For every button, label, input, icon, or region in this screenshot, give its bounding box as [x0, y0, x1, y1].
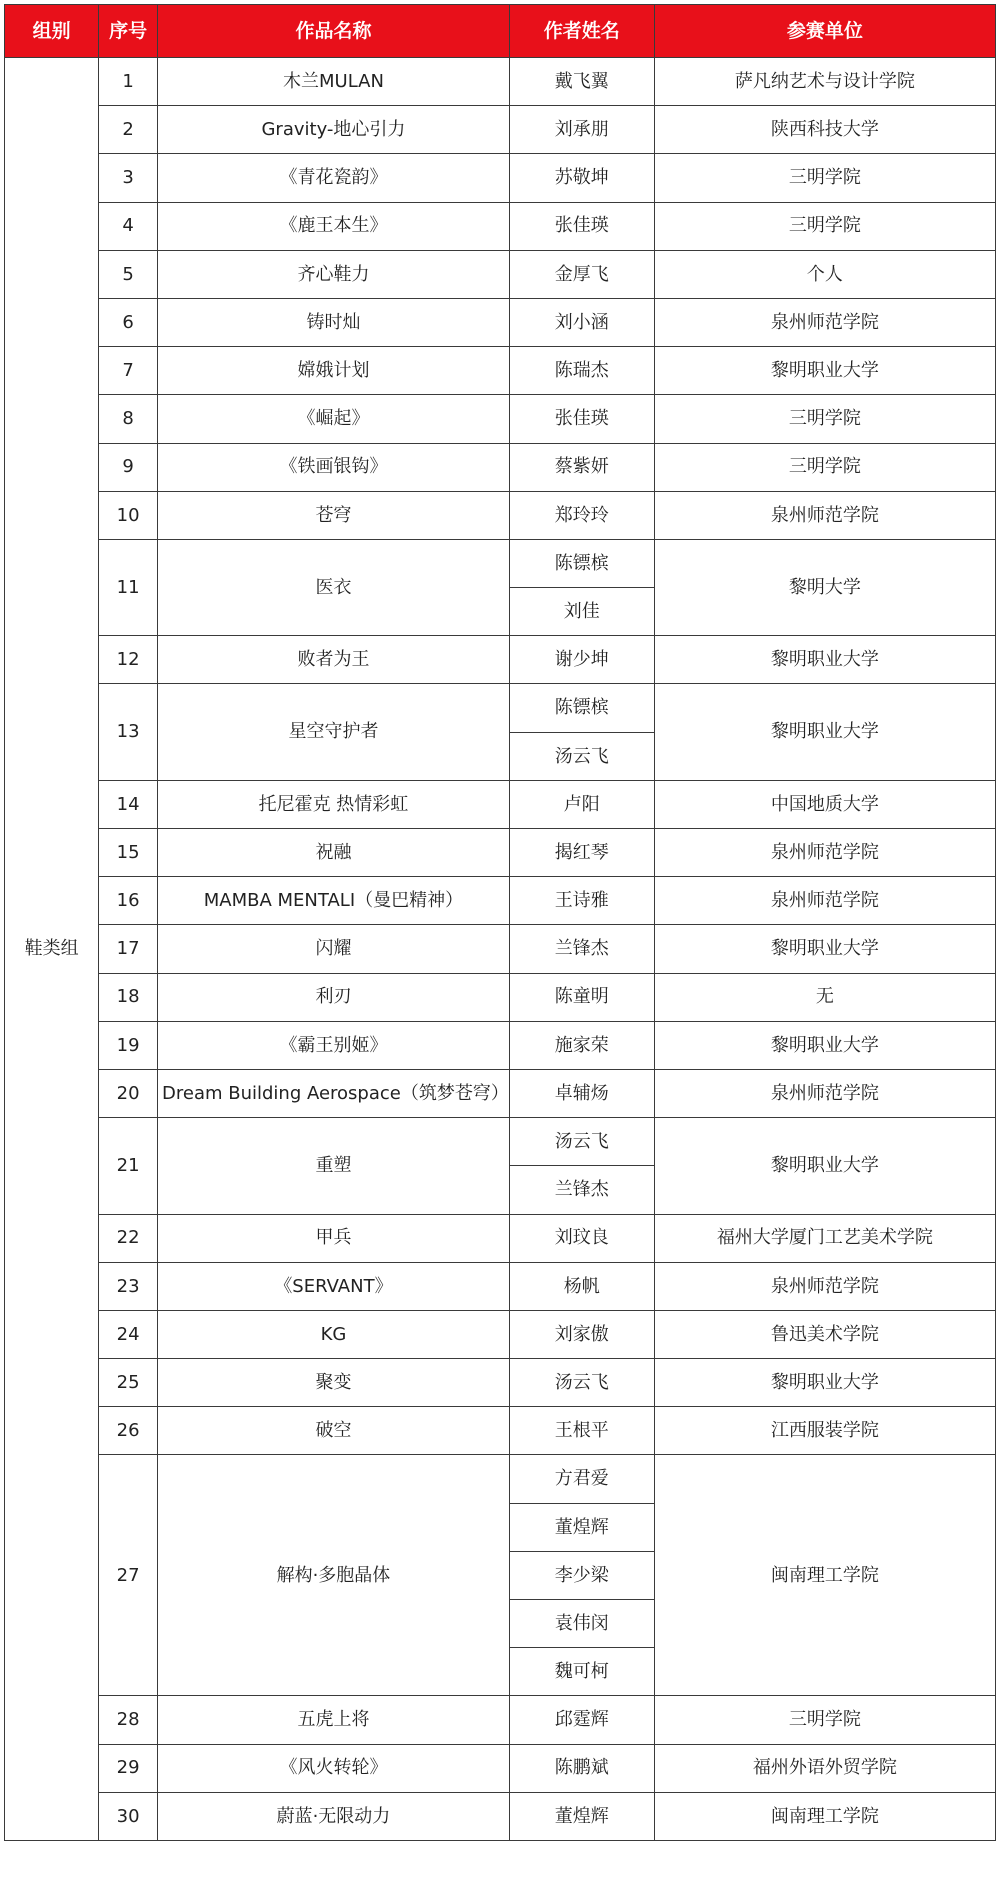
table-row — [5, 443, 996, 491]
unit-cell: 黎明职业大学 — [654, 684, 995, 780]
author-cell: 汤云飞 — [509, 1118, 654, 1166]
unit-cell: 黎明大学 — [654, 539, 995, 635]
title-cell: 《铁画银钩》 — [158, 443, 510, 491]
author-cell: 兰锋杰 — [509, 925, 654, 973]
table-row — [5, 1455, 996, 1503]
unit-cell: 三明学院 — [654, 395, 995, 443]
table-row — [5, 877, 996, 925]
number-cell: 12 — [99, 636, 158, 684]
author-cell: 陈镖槟 — [509, 684, 654, 732]
table-row — [5, 1118, 996, 1166]
unit-cell: 黎明职业大学 — [654, 1118, 995, 1214]
title-cell: 解构·多胞晶体 — [158, 1455, 510, 1696]
unit-cell: 黎明职业大学 — [654, 347, 995, 395]
table-row — [5, 298, 996, 346]
number-cell: 13 — [99, 684, 158, 780]
number-cell: 19 — [99, 1021, 158, 1069]
author-cell: 金厚飞 — [509, 250, 654, 298]
number-cell: 5 — [99, 250, 158, 298]
author-cell: 苏敬坤 — [509, 154, 654, 202]
table-row — [5, 1069, 996, 1117]
table-row — [5, 250, 996, 298]
number-cell: 1 — [99, 58, 158, 106]
author-cell: 董煌辉 — [509, 1503, 654, 1551]
title-cell: 星空守护者 — [158, 684, 510, 780]
table-row — [5, 1696, 996, 1744]
results-table-container — [4, 4, 996, 1841]
title-cell: 《SERVANT》 — [158, 1262, 510, 1310]
number-cell: 4 — [99, 202, 158, 250]
table-row — [5, 1214, 996, 1262]
unit-cell: 黎明职业大学 — [654, 636, 995, 684]
title-cell: 嫦娥计划 — [158, 347, 510, 395]
number-cell: 30 — [99, 1792, 158, 1840]
title-cell: 闪耀 — [158, 925, 510, 973]
author-cell: 陈瑞杰 — [509, 347, 654, 395]
number-cell: 16 — [99, 877, 158, 925]
table-row — [5, 106, 996, 154]
table-row — [5, 829, 996, 877]
table-row — [5, 1792, 996, 1840]
number-cell: 24 — [99, 1310, 158, 1358]
unit-cell: 三明学院 — [654, 154, 995, 202]
number-cell: 11 — [99, 539, 158, 635]
table-row — [5, 684, 996, 732]
title-cell: 重塑 — [158, 1118, 510, 1214]
unit-cell: 泉州师范学院 — [654, 877, 995, 925]
unit-cell: 三明学院 — [654, 1696, 995, 1744]
table-row — [5, 1359, 996, 1407]
author-cell: 袁伟闵 — [509, 1600, 654, 1648]
table-row — [5, 1310, 996, 1358]
table-row — [5, 395, 996, 443]
header-number: 序号 — [99, 5, 158, 58]
title-cell: MAMBA MENTALI（曼巴精神） — [158, 877, 510, 925]
author-cell: 卢阳 — [509, 780, 654, 828]
title-cell: 铸时灿 — [158, 298, 510, 346]
number-cell: 23 — [99, 1262, 158, 1310]
author-cell: 刘家傲 — [509, 1310, 654, 1358]
unit-cell: 泉州师范学院 — [654, 1262, 995, 1310]
author-cell: 郑玲玲 — [509, 491, 654, 539]
author-cell: 戴飞翼 — [509, 58, 654, 106]
unit-cell: 江西服装学院 — [654, 1407, 995, 1455]
author-cell: 汤云飞 — [509, 1359, 654, 1407]
title-cell: 《风火转轮》 — [158, 1744, 510, 1792]
unit-cell: 三明学院 — [654, 202, 995, 250]
unit-cell: 鲁迅美术学院 — [654, 1310, 995, 1358]
title-cell: 《霸王别姬》 — [158, 1021, 510, 1069]
unit-cell: 泉州师范学院 — [654, 298, 995, 346]
number-cell: 21 — [99, 1118, 158, 1214]
title-cell: 苍穹 — [158, 491, 510, 539]
author-cell: 杨帆 — [509, 1262, 654, 1310]
title-cell: 五虎上将 — [158, 1696, 510, 1744]
unit-cell: 无 — [654, 973, 995, 1021]
unit-cell: 闽南理工学院 — [654, 1455, 995, 1696]
unit-cell: 个人 — [654, 250, 995, 298]
results-table — [4, 4, 996, 1841]
number-cell: 3 — [99, 154, 158, 202]
number-cell: 20 — [99, 1069, 158, 1117]
number-cell: 27 — [99, 1455, 158, 1696]
number-cell: 28 — [99, 1696, 158, 1744]
table-body — [5, 58, 996, 1841]
author-cell: 董煌辉 — [509, 1792, 654, 1840]
table-row — [5, 347, 996, 395]
number-cell: 14 — [99, 780, 158, 828]
author-cell: 王诗雅 — [509, 877, 654, 925]
table-row — [5, 58, 996, 106]
table-row — [5, 1021, 996, 1069]
title-cell: 《鹿王本生》 — [158, 202, 510, 250]
table-row — [5, 973, 996, 1021]
title-cell: 《青花瓷韵》 — [158, 154, 510, 202]
unit-cell: 黎明职业大学 — [654, 925, 995, 973]
unit-cell: 黎明职业大学 — [654, 1359, 995, 1407]
table-row — [5, 1744, 996, 1792]
author-cell: 陈鹏斌 — [509, 1744, 654, 1792]
author-cell: 兰锋杰 — [509, 1166, 654, 1214]
author-cell: 陈镖槟 — [509, 539, 654, 587]
unit-cell: 萨凡纳艺术与设计学院 — [654, 58, 995, 106]
title-cell: 蔚蓝·无限动力 — [158, 1792, 510, 1840]
title-cell: 托尼霍克 热情彩虹 — [158, 780, 510, 828]
author-cell: 张佳瑛 — [509, 202, 654, 250]
title-cell: 破空 — [158, 1407, 510, 1455]
number-cell: 2 — [99, 106, 158, 154]
author-cell: 魏可柯 — [509, 1648, 654, 1696]
number-cell: 6 — [99, 298, 158, 346]
table-row — [5, 1407, 996, 1455]
author-cell: 汤云飞 — [509, 732, 654, 780]
number-cell: 8 — [99, 395, 158, 443]
title-cell: 聚变 — [158, 1359, 510, 1407]
table-row — [5, 780, 996, 828]
number-cell: 15 — [99, 829, 158, 877]
title-cell: 《崛起》 — [158, 395, 510, 443]
header-author: 作者姓名 — [509, 5, 654, 58]
title-cell: Gravity-地心引力 — [158, 106, 510, 154]
number-cell: 25 — [99, 1359, 158, 1407]
number-cell: 18 — [99, 973, 158, 1021]
header-row — [5, 5, 996, 58]
unit-cell: 陕西科技大学 — [654, 106, 995, 154]
author-cell: 邱霆辉 — [509, 1696, 654, 1744]
number-cell: 22 — [99, 1214, 158, 1262]
title-cell: 败者为王 — [158, 636, 510, 684]
number-cell: 10 — [99, 491, 158, 539]
title-cell: 医衣 — [158, 539, 510, 635]
author-cell: 刘承朋 — [509, 106, 654, 154]
title-cell: 利刃 — [158, 973, 510, 1021]
title-cell: 木兰MULAN — [158, 58, 510, 106]
title-cell: 祝融 — [158, 829, 510, 877]
author-cell: 刘小涵 — [509, 298, 654, 346]
header-group: 组别 — [5, 5, 99, 58]
author-cell: 陈童明 — [509, 973, 654, 1021]
unit-cell: 泉州师范学院 — [654, 491, 995, 539]
table-row — [5, 491, 996, 539]
unit-cell: 福州大学厦门工艺美术学院 — [654, 1214, 995, 1262]
table-row — [5, 154, 996, 202]
title-cell: 齐心鞋力 — [158, 250, 510, 298]
author-cell: 刘玟良 — [509, 1214, 654, 1262]
header-title: 作品名称 — [158, 5, 510, 58]
unit-cell: 泉州师范学院 — [654, 829, 995, 877]
author-cell: 蔡紫妍 — [509, 443, 654, 491]
table-row — [5, 202, 996, 250]
group-cell: 鞋类组 — [5, 58, 99, 1841]
number-cell: 17 — [99, 925, 158, 973]
unit-cell: 三明学院 — [654, 443, 995, 491]
table-row — [5, 1262, 996, 1310]
author-cell: 揭红琴 — [509, 829, 654, 877]
header-unit: 参赛单位 — [654, 5, 995, 58]
table-row — [5, 925, 996, 973]
unit-cell: 福州外语外贸学院 — [654, 1744, 995, 1792]
unit-cell: 中国地质大学 — [654, 780, 995, 828]
title-cell: 甲兵 — [158, 1214, 510, 1262]
number-cell: 29 — [99, 1744, 158, 1792]
number-cell: 26 — [99, 1407, 158, 1455]
title-cell: Dream Building Aerospace（筑梦苍穹） — [158, 1069, 510, 1117]
author-cell: 王根平 — [509, 1407, 654, 1455]
author-cell: 李少梁 — [509, 1551, 654, 1599]
table-row — [5, 539, 996, 587]
author-cell: 方君爱 — [509, 1455, 654, 1503]
unit-cell: 泉州师范学院 — [654, 1069, 995, 1117]
author-cell: 卓辅炀 — [509, 1069, 654, 1117]
title-cell: KG — [158, 1310, 510, 1358]
author-cell: 谢少坤 — [509, 636, 654, 684]
author-cell: 施家荣 — [509, 1021, 654, 1069]
author-cell: 刘佳 — [509, 588, 654, 636]
number-cell: 7 — [99, 347, 158, 395]
author-cell: 张佳瑛 — [509, 395, 654, 443]
number-cell: 9 — [99, 443, 158, 491]
unit-cell: 黎明职业大学 — [654, 1021, 995, 1069]
table-row — [5, 636, 996, 684]
unit-cell: 闽南理工学院 — [654, 1792, 995, 1840]
